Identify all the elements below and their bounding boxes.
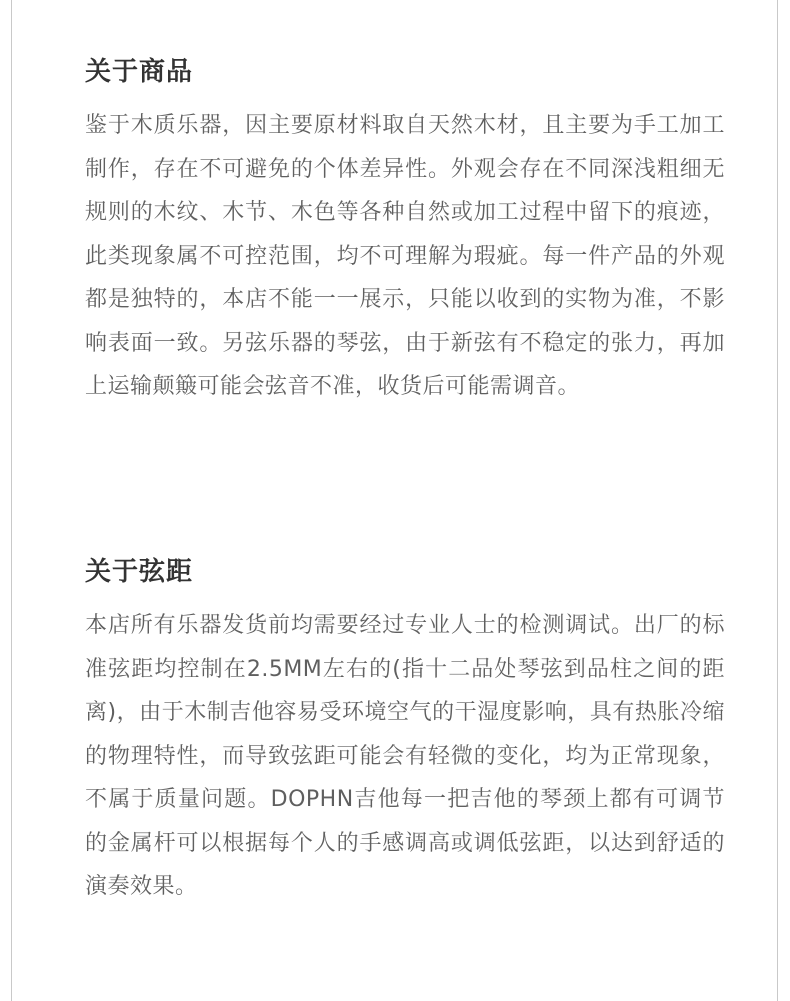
about-product-body: 鉴于木质乐器，因主要原材料取自天然木材，且主要为手工加工制作，存在不可避免的个体差异性。外观会存在不同深浅粗细无规则的木纹、木节、木色等各种自然或加工过程中留下的痕迹，此类现象属不可控范围，均不可理解为瑕疵。每一件产品的外观都是独特的，本店不能一一展示，只能以收到的实物为准，不影响表面一致。另弦乐器的琴弦，由于新弦有不稳定的张力，再加上运输颠簸可能会弦音不准，收货后可能需调音。 bbox=[85, 113, 725, 399]
about-string-action-section bbox=[85, 552, 725, 909]
about-string-action-title: 关于弦距 bbox=[85, 557, 194, 587]
about-product-title: 关于商品 bbox=[85, 57, 194, 87]
about-product-section bbox=[85, 52, 725, 409]
about-string-action-body: 本店所有乐器发货前均需要经过专业人士的检测调试。出厂的标准弦距均控制在2.5MM左右的(指十二品处琴弦到品柱之间的距离)，由于木制吉他容易受环境空气的干湿度影响，具有热胀冷缩的物理特性，而导致弦距可能会有轻微的变化，均为正常现象，不属于质量问题。DOPHN吉他每一把吉他的琴颈上都有可调节的金属杆可以根据每个人的手感调高或调低弦距，以达到舒适的演奏效果。 bbox=[85, 613, 725, 899]
